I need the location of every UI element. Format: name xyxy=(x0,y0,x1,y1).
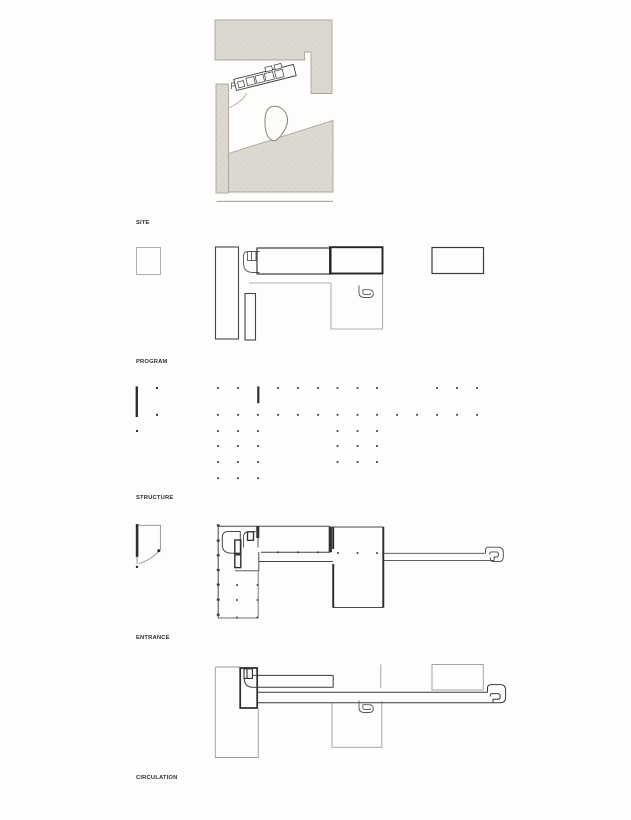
column-dot-icon xyxy=(136,386,138,417)
column-dot-icon xyxy=(357,445,359,447)
section-label-circulation: CIRCULATION xyxy=(136,775,178,781)
program-legend-square xyxy=(137,248,161,275)
column-dot-icon xyxy=(237,445,239,447)
column-dot-icon xyxy=(456,387,458,389)
column-dot-icon xyxy=(237,461,239,463)
column-dot-icon xyxy=(136,430,138,432)
section-label-structure: STRUCTURE xyxy=(136,495,174,501)
column-dot-icon xyxy=(376,461,378,463)
site-road-strip xyxy=(216,84,229,193)
column-dot-icon xyxy=(436,414,438,416)
column-dot-icon xyxy=(156,414,158,416)
circulation-diagram xyxy=(215,665,505,758)
column-dot-icon xyxy=(357,552,359,554)
column-dot-icon xyxy=(476,387,478,389)
program-top-bar xyxy=(257,248,331,274)
column-dot-icon xyxy=(337,552,339,554)
column-dot-icon xyxy=(357,414,359,416)
column-dot-icon xyxy=(317,387,319,389)
column-dot-icon xyxy=(257,477,259,479)
structure-diagram xyxy=(136,386,478,479)
core-stair-icon xyxy=(244,669,252,679)
site-upper-block xyxy=(215,20,332,94)
column-dot-icon xyxy=(217,387,219,389)
column-dot-icon xyxy=(317,551,319,553)
column-dot-icon xyxy=(297,387,299,389)
column-dot-icon xyxy=(476,414,478,416)
column-dot-icon xyxy=(236,584,238,586)
column-dot-icon xyxy=(357,461,359,463)
column-dot-icon xyxy=(456,414,458,416)
column-dot-icon xyxy=(416,414,418,416)
curved-vestibule-icon xyxy=(222,532,240,554)
section-label-entrance: ENTRANCE xyxy=(136,635,170,641)
section-label-program: PROGRAM xyxy=(136,359,168,365)
column-dot-icon xyxy=(376,387,378,389)
column-dot-icon xyxy=(237,477,239,479)
column-dot-icon xyxy=(317,414,319,416)
column-dot-icon xyxy=(156,387,158,389)
column-dot-icon xyxy=(217,524,220,526)
section-label-site: SITE xyxy=(136,220,150,226)
column-dot-icon xyxy=(257,599,259,601)
column-dot-icon xyxy=(337,414,339,416)
column-dot-icon xyxy=(217,614,220,616)
column-dot-icon xyxy=(237,387,239,389)
program-detached-block xyxy=(432,248,484,274)
site-plan-drawing xyxy=(215,20,333,201)
site-flag-mark xyxy=(232,83,235,89)
column-dot-icon xyxy=(257,414,259,416)
column-dot-icon xyxy=(277,387,279,389)
column-dot-icon xyxy=(217,461,219,463)
circulation-core xyxy=(240,668,257,708)
column-dot-icon xyxy=(337,461,339,463)
column-dot-icon xyxy=(297,414,299,416)
program-small-wing xyxy=(245,294,256,341)
column-dot-icon xyxy=(337,445,339,447)
program-left-wing xyxy=(216,247,239,339)
column-dot-icon xyxy=(256,617,258,619)
column-dot-icon xyxy=(376,552,378,554)
column-dot-icon xyxy=(376,445,378,447)
column-dot-icon xyxy=(257,430,259,432)
column-dot-icon xyxy=(396,414,398,416)
circulation-detached-block xyxy=(432,665,483,691)
column-dot-icon xyxy=(217,445,219,447)
column-dot-icon xyxy=(237,414,239,416)
column-dot-icon xyxy=(217,569,220,571)
entrance-plan-lines xyxy=(218,526,503,618)
column-dot-icon xyxy=(236,599,238,601)
column-dot-icon xyxy=(237,430,239,432)
column-dot-icon xyxy=(357,387,359,389)
ramp-hook-icon xyxy=(383,547,503,561)
column-dot-icon xyxy=(257,584,259,586)
column-dot-icon xyxy=(277,551,279,553)
column-grid-dots xyxy=(136,386,478,479)
column-dot-icon xyxy=(337,387,339,389)
entrance-column-dots xyxy=(217,524,378,618)
column-dot-icon xyxy=(217,540,220,542)
column-dot-icon xyxy=(217,554,220,556)
site-driveway xyxy=(229,93,248,108)
spiral-stair-icon xyxy=(359,286,373,298)
column-dot-icon xyxy=(297,551,299,553)
site-building-footprint xyxy=(233,61,296,91)
column-dot-icon xyxy=(217,477,219,479)
column-dot-icon xyxy=(217,430,219,432)
entrance-legend-icon xyxy=(136,524,161,568)
column-dot-icon xyxy=(236,617,238,619)
column-dot-icon xyxy=(257,445,259,447)
program-diagram xyxy=(137,247,484,340)
program-lower-region xyxy=(249,274,383,329)
column-dot-icon xyxy=(217,584,220,586)
column-dot-icon xyxy=(376,430,378,432)
column-dot-icon xyxy=(436,387,438,389)
column-dot-icon xyxy=(337,430,339,432)
column-dot-icon xyxy=(257,386,259,403)
column-dot-icon xyxy=(376,414,378,416)
column-dot-icon xyxy=(357,430,359,432)
column-dot-icon xyxy=(217,599,220,601)
column-dot-icon xyxy=(257,461,259,463)
program-top-bar-heavy xyxy=(330,247,383,273)
column-dot-icon xyxy=(217,414,219,416)
entrance-diagram xyxy=(136,524,504,618)
column-dot-icon xyxy=(277,414,279,416)
